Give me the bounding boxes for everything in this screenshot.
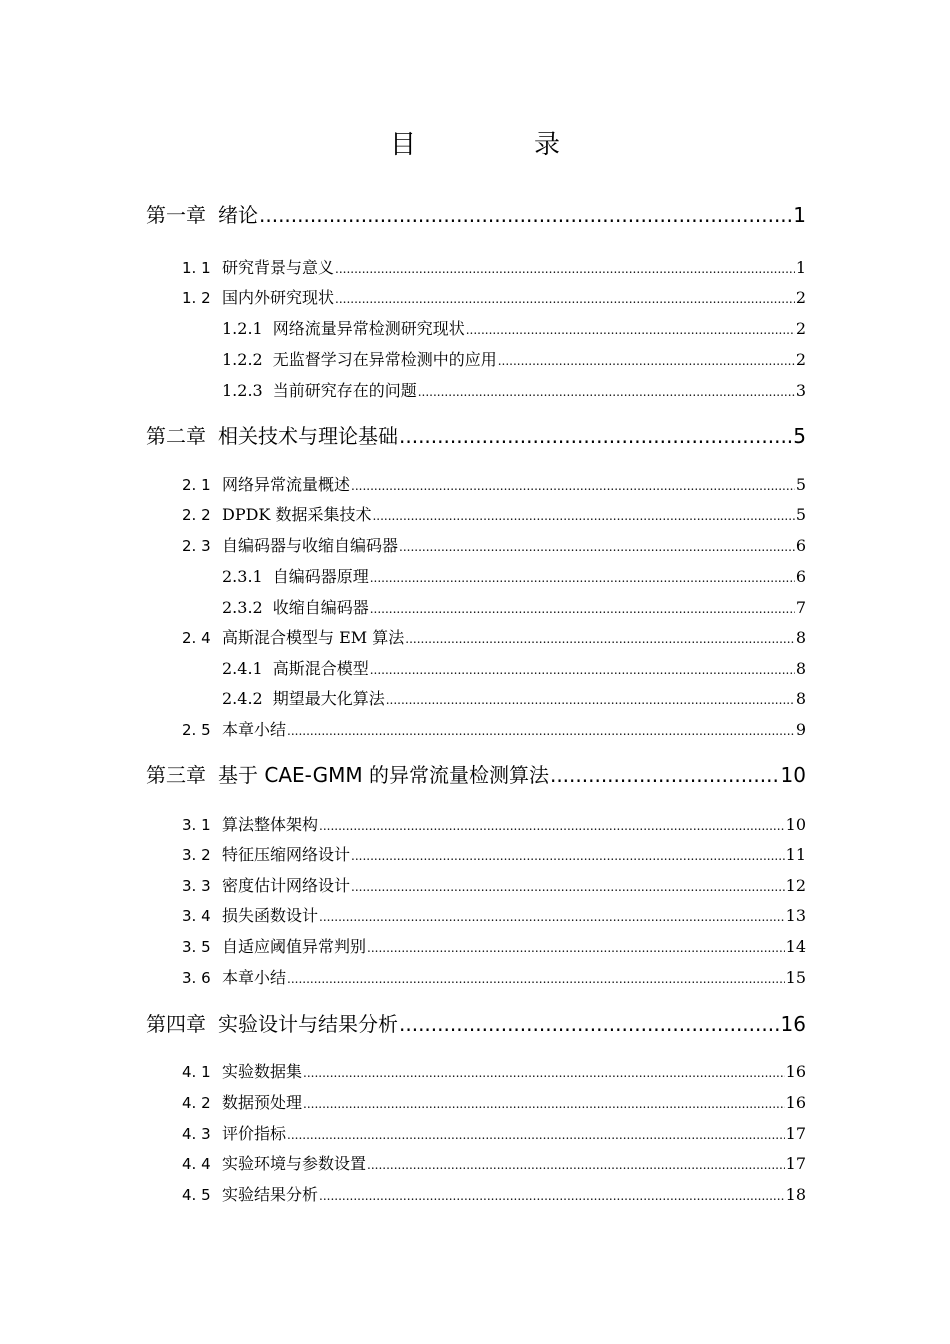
entry-title: 损失函数设计	[222, 906, 319, 925]
entry-number: 1. 2	[182, 289, 211, 307]
toc-section-entry[interactable]	[182, 1151, 806, 1175]
dot-leader	[386, 693, 795, 707]
dot-leader	[303, 1097, 785, 1111]
entry-page-number: 8	[795, 659, 806, 678]
toc-section-entry[interactable]	[182, 812, 806, 836]
entry-title: 数据预处理	[222, 1093, 303, 1112]
toc-section-entry[interactable]	[182, 1121, 806, 1145]
toc-chapter-entry[interactable]	[146, 1008, 806, 1038]
toc-section-entry[interactable]	[182, 1059, 806, 1083]
entry-number: 第一章	[146, 203, 206, 227]
toc-title: 目 录	[389, 130, 606, 160]
dot-leader	[405, 632, 795, 646]
entry-title: 相关技术与理论基础	[218, 424, 398, 448]
entry-page-number: 11	[785, 845, 806, 864]
dot-leader	[335, 292, 795, 306]
dot-leader	[367, 941, 785, 955]
entry-page-number: 10	[780, 763, 806, 787]
entry-page-number: 5	[793, 424, 806, 448]
dot-leader	[335, 262, 795, 276]
entry-page-number: 8	[795, 628, 806, 647]
toc-chapter-entry[interactable]	[146, 199, 806, 229]
toc-section-entry[interactable]	[182, 873, 806, 897]
dot-leader	[303, 1066, 785, 1080]
entry-number: 3. 2	[182, 846, 211, 864]
entry-number: 1. 1	[182, 259, 211, 277]
entry-number: 1.2.2	[222, 350, 263, 369]
dot-leader	[319, 819, 785, 833]
entry-title: 网络异常流量概述	[222, 475, 351, 494]
entry-page-number: 16	[785, 1062, 806, 1081]
toc-subsection-entry[interactable]	[222, 347, 806, 371]
entry-title: 国内外研究现状	[222, 288, 335, 307]
entry-title: 绪论	[218, 203, 258, 227]
entry-number: 4. 4	[182, 1155, 211, 1173]
entry-number: 2. 1	[182, 476, 211, 494]
entry-number: 第四章	[146, 1012, 206, 1036]
dot-leader	[351, 849, 785, 863]
entry-page-number: 5	[795, 505, 806, 524]
toc-section-entry[interactable]	[182, 842, 806, 866]
dot-leader	[550, 763, 780, 787]
toc-subsection-entry[interactable]	[222, 686, 806, 710]
entry-title: 高斯混合模型	[272, 659, 369, 678]
entry-page-number: 17	[785, 1154, 806, 1173]
entry-number: 2.4.1	[222, 659, 263, 678]
entry-page-number: 16	[785, 1093, 806, 1112]
entry-number: 4. 2	[182, 1094, 211, 1112]
entry-page-number: 5	[795, 475, 806, 494]
entry-page-number: 6	[795, 567, 806, 586]
entry-title: 实验结果分析	[222, 1185, 319, 1204]
entry-number: 第二章	[146, 424, 206, 448]
toc-subsection-entry[interactable]	[222, 378, 806, 402]
toc-section-entry[interactable]	[182, 285, 806, 309]
entry-title: 实验数据集	[222, 1062, 303, 1081]
entry-number: 1.2.1	[222, 319, 263, 338]
dot-leader	[370, 602, 795, 616]
toc-section-entry[interactable]	[182, 502, 806, 526]
toc-subsection-entry[interactable]	[222, 316, 806, 340]
entry-title: 本章小结	[222, 968, 287, 987]
entry-number: 3. 3	[182, 877, 211, 895]
entry-title: 自适应阈值异常判别	[222, 937, 367, 956]
dot-leader	[351, 479, 795, 493]
dot-leader	[372, 509, 794, 523]
entry-number: 3. 5	[182, 938, 211, 956]
entry-number: 4. 3	[182, 1125, 211, 1143]
entry-number: 2.4.2	[222, 689, 263, 708]
entry-number: 4. 1	[182, 1063, 211, 1081]
entry-number: 4. 5	[182, 1186, 211, 1204]
entry-page-number: 2	[795, 350, 806, 369]
entry-title: 高斯混合模型与 EM 算法	[222, 628, 405, 647]
entry-page-number: 17	[785, 1124, 806, 1143]
entry-number: 3. 6	[182, 969, 211, 987]
toc-section-entry[interactable]	[182, 1182, 806, 1206]
entry-title: 期望最大化算法	[272, 689, 385, 708]
dot-leader	[370, 571, 795, 585]
dot-leader	[351, 880, 785, 894]
entry-number: 2. 2	[182, 506, 211, 524]
dot-leader	[418, 385, 795, 399]
toc-section-entry[interactable]	[182, 965, 806, 989]
entry-number: 1.2.3	[222, 381, 263, 400]
toc-section-entry[interactable]	[182, 625, 806, 649]
dot-leader	[466, 323, 795, 337]
entry-page-number: 12	[785, 876, 806, 895]
entry-page-number: 9	[795, 720, 806, 739]
entry-title: 收缩自编码器	[272, 598, 369, 617]
toc-section-entry[interactable]	[182, 255, 806, 279]
entry-page-number: 6	[795, 536, 806, 555]
dot-leader	[399, 1012, 780, 1036]
entry-page-number: 18	[785, 1185, 806, 1204]
entry-page-number: 2	[795, 288, 806, 307]
entry-page-number: 3	[795, 381, 806, 400]
dot-leader	[370, 663, 795, 677]
entry-title: 自编码器原理	[272, 567, 369, 586]
toc-section-entry[interactable]	[182, 1090, 806, 1114]
toc-section-entry[interactable]	[182, 717, 806, 741]
entry-title: 评价指标	[222, 1124, 287, 1143]
toc-chapter-entry[interactable]	[146, 420, 806, 450]
entry-number: 2.3.2	[222, 598, 263, 617]
entry-title: 当前研究存在的问题	[272, 381, 417, 400]
entry-page-number: 7	[795, 598, 806, 617]
entry-page-number: 16	[780, 1012, 806, 1036]
entry-page-number: 13	[785, 906, 806, 925]
dot-leader	[498, 354, 795, 368]
toc-subsection-entry[interactable]	[222, 595, 806, 619]
dot-leader	[259, 203, 792, 227]
dot-leader	[367, 1158, 785, 1172]
entry-number: 2. 5	[182, 721, 211, 739]
entry-number: 第三章	[146, 763, 206, 787]
toc-section-entry[interactable]	[182, 533, 806, 557]
dot-leader	[399, 540, 795, 554]
entry-page-number: 8	[795, 689, 806, 708]
entry-number: 3. 4	[182, 907, 211, 925]
dot-leader	[287, 724, 795, 738]
entry-title: 无监督学习在异常检测中的应用	[272, 350, 497, 369]
entry-title: 密度估计网络设计	[222, 876, 351, 895]
dot-leader	[319, 910, 785, 924]
entry-number: 2. 3	[182, 537, 211, 555]
entry-title: 特征压缩网络设计	[222, 845, 351, 864]
entry-title: 自编码器与收缩自编码器	[222, 536, 399, 555]
entry-page-number: 1	[793, 203, 806, 227]
entry-page-number: 10	[785, 815, 806, 834]
toc-subsection-entry[interactable]	[222, 564, 806, 588]
entry-title: 算法整体架构	[222, 815, 319, 834]
entry-page-number: 15	[785, 968, 806, 987]
entry-title: 本章小结	[222, 720, 287, 739]
toc-subsection-entry[interactable]	[222, 656, 806, 680]
entry-page-number: 14	[785, 937, 806, 956]
entry-number: 2. 4	[182, 629, 211, 647]
toc-section-entry[interactable]	[182, 472, 806, 496]
dot-leader	[399, 424, 792, 448]
entry-number: 2.3.1	[222, 567, 263, 586]
dot-leader	[287, 972, 785, 986]
entry-page-number: 1	[795, 258, 806, 277]
dot-leader	[319, 1189, 785, 1203]
entry-title: 基于 CAE-GMM 的异常流量检测算法	[218, 763, 549, 787]
toc-section-entry[interactable]	[182, 903, 806, 927]
entry-title: DPDK 数据采集技术	[222, 505, 372, 524]
dot-leader	[287, 1128, 785, 1142]
entry-title: 实验设计与结果分析	[218, 1012, 398, 1036]
entry-page-number: 2	[795, 319, 806, 338]
toc-section-entry[interactable]	[182, 934, 806, 958]
entry-title: 研究背景与意义	[222, 258, 335, 277]
entry-title: 网络流量异常检测研究现状	[272, 319, 465, 338]
entry-number: 3. 1	[182, 816, 211, 834]
toc-chapter-entry[interactable]	[146, 759, 806, 789]
entry-title: 实验环境与参数设置	[222, 1154, 367, 1173]
